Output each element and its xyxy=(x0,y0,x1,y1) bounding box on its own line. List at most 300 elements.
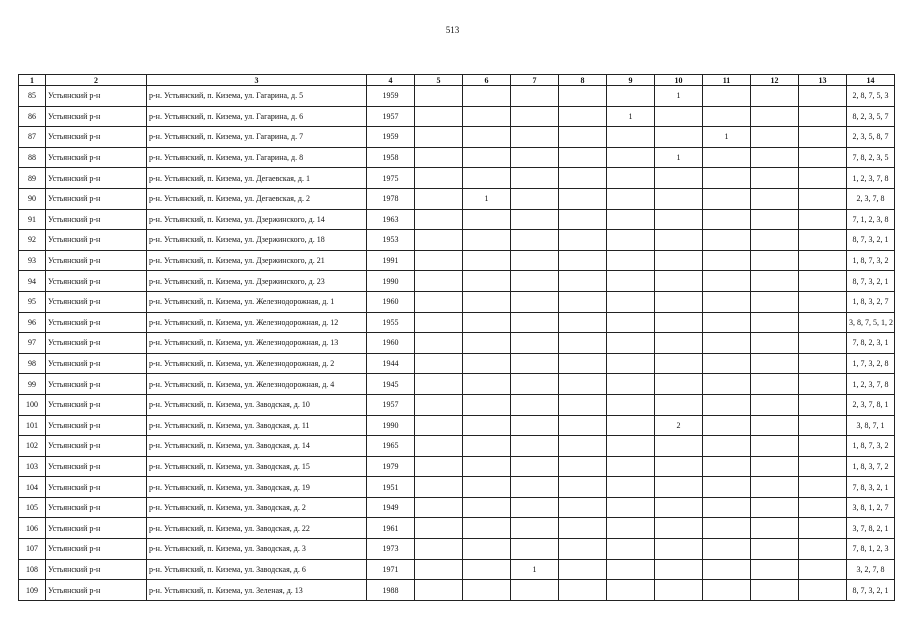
mark-cell-col-5 xyxy=(415,374,463,395)
order-cell: 2, 3, 7, 8, 1 xyxy=(847,394,895,415)
year-cell: 1991 xyxy=(367,250,415,271)
district-cell: Устьянский р-н xyxy=(46,127,147,148)
table-row xyxy=(19,353,895,374)
mark-cell-col-7 xyxy=(511,353,559,374)
mark-cell-col-10 xyxy=(655,312,703,333)
table-row xyxy=(19,559,895,580)
address-cell: р-н. Устьянский, п. Кизема, ул. Зеленая, д. 13 xyxy=(147,580,367,601)
mark-cell-col-6 xyxy=(463,539,511,560)
mark-cell-col-10 xyxy=(655,456,703,477)
order-cell: 7, 8, 1, 2, 3 xyxy=(847,539,895,560)
mark-cell-col-7 xyxy=(511,518,559,539)
mark-cell-col-12 xyxy=(751,497,799,518)
year-cell: 1971 xyxy=(367,559,415,580)
order-cell: 8, 2, 3, 5, 7 xyxy=(847,106,895,127)
column-header-3: 3 xyxy=(147,75,367,86)
mark-cell-col-10: 2 xyxy=(655,415,703,436)
mark-cell-col-13 xyxy=(799,271,847,292)
mark-cell-col-5 xyxy=(415,188,463,209)
table-row xyxy=(19,456,895,477)
mark-cell-col-13 xyxy=(799,394,847,415)
address-cell: р-н. Устьянский, п. Кизема, ул. Дзержинского, д. 14 xyxy=(147,209,367,230)
row-number: 101 xyxy=(19,415,46,436)
order-cell: 2, 8, 7, 5, 3 xyxy=(847,86,895,107)
district-cell: Устьянский р-н xyxy=(46,271,147,292)
mark-cell-col-11 xyxy=(703,415,751,436)
row-number: 102 xyxy=(19,436,46,457)
table-row xyxy=(19,230,895,251)
district-cell: Устьянский р-н xyxy=(46,86,147,107)
mark-cell-col-9 xyxy=(607,518,655,539)
mark-cell-col-10 xyxy=(655,497,703,518)
order-cell: 3, 2, 7, 8 xyxy=(847,559,895,580)
mark-cell-col-10 xyxy=(655,291,703,312)
column-header-8: 8 xyxy=(559,75,607,86)
district-cell: Устьянский р-н xyxy=(46,394,147,415)
mark-cell-col-12 xyxy=(751,518,799,539)
mark-cell-col-10 xyxy=(655,127,703,148)
mark-cell-col-6 xyxy=(463,580,511,601)
district-cell: Устьянский р-н xyxy=(46,230,147,251)
header-row xyxy=(19,75,895,86)
mark-cell-col-10 xyxy=(655,188,703,209)
district-cell: Устьянский р-н xyxy=(46,518,147,539)
mark-cell-col-8 xyxy=(559,333,607,354)
district-cell: Устьянский р-н xyxy=(46,477,147,498)
year-cell: 1953 xyxy=(367,230,415,251)
mark-cell-col-9 xyxy=(607,559,655,580)
year-cell: 1958 xyxy=(367,147,415,168)
mark-cell-col-10: 1 xyxy=(655,147,703,168)
mark-cell-col-9 xyxy=(607,333,655,354)
district-cell: Устьянский р-н xyxy=(46,374,147,395)
mark-cell-col-8 xyxy=(559,250,607,271)
mark-cell-col-5 xyxy=(415,312,463,333)
order-cell: 3, 8, 7, 1 xyxy=(847,415,895,436)
mark-cell-col-5 xyxy=(415,353,463,374)
mark-cell-col-6 xyxy=(463,559,511,580)
column-header-1: 1 xyxy=(19,75,46,86)
mark-cell-col-12 xyxy=(751,188,799,209)
year-cell: 1951 xyxy=(367,477,415,498)
mark-cell-col-12 xyxy=(751,271,799,292)
mark-cell-col-12 xyxy=(751,374,799,395)
district-cell: Устьянский р-н xyxy=(46,580,147,601)
mark-cell-col-11 xyxy=(703,291,751,312)
mark-cell-col-7 xyxy=(511,436,559,457)
mark-cell-col-11 xyxy=(703,106,751,127)
mark-cell-col-9 xyxy=(607,394,655,415)
mark-cell-col-13 xyxy=(799,518,847,539)
table-row xyxy=(19,168,895,189)
mark-cell-col-5 xyxy=(415,394,463,415)
mark-cell-col-9 xyxy=(607,250,655,271)
mark-cell-col-6 xyxy=(463,456,511,477)
mark-cell-col-5 xyxy=(415,209,463,230)
mark-cell-col-7 xyxy=(511,312,559,333)
mark-cell-col-8 xyxy=(559,106,607,127)
mark-cell-col-10 xyxy=(655,539,703,560)
mark-cell-col-10 xyxy=(655,477,703,498)
mark-cell-col-13 xyxy=(799,374,847,395)
mark-cell-col-5 xyxy=(415,580,463,601)
order-cell: 1, 2, 3, 7, 8 xyxy=(847,374,895,395)
mark-cell-col-7 xyxy=(511,291,559,312)
mark-cell-col-6 xyxy=(463,250,511,271)
table-body xyxy=(19,86,895,601)
mark-cell-col-8 xyxy=(559,86,607,107)
order-cell: 1, 7, 3, 2, 8 xyxy=(847,353,895,374)
column-header-2: 2 xyxy=(46,75,147,86)
row-number: 98 xyxy=(19,353,46,374)
mark-cell-col-12 xyxy=(751,86,799,107)
year-cell: 1955 xyxy=(367,312,415,333)
mark-cell-col-9 xyxy=(607,374,655,395)
district-cell: Устьянский р-н xyxy=(46,188,147,209)
mark-cell-col-7 xyxy=(511,168,559,189)
mark-cell-col-13 xyxy=(799,147,847,168)
mark-cell-col-10 xyxy=(655,559,703,580)
mark-cell-col-8 xyxy=(559,539,607,560)
row-number: 109 xyxy=(19,580,46,601)
mark-cell-col-9 xyxy=(607,209,655,230)
mark-cell-col-11 xyxy=(703,436,751,457)
mark-cell-col-7 xyxy=(511,456,559,477)
mark-cell-col-9 xyxy=(607,415,655,436)
column-header-13: 13 xyxy=(799,75,847,86)
mark-cell-col-13 xyxy=(799,559,847,580)
mark-cell-col-7 xyxy=(511,539,559,560)
row-number: 85 xyxy=(19,86,46,107)
mark-cell-col-10 xyxy=(655,271,703,292)
mark-cell-col-13 xyxy=(799,497,847,518)
mark-cell-col-7 xyxy=(511,188,559,209)
table-row xyxy=(19,312,895,333)
mark-cell-col-10 xyxy=(655,353,703,374)
table-row xyxy=(19,497,895,518)
mark-cell-col-7 xyxy=(511,497,559,518)
year-cell: 1959 xyxy=(367,127,415,148)
mark-cell-col-8 xyxy=(559,374,607,395)
mark-cell-col-7 xyxy=(511,230,559,251)
year-cell: 1963 xyxy=(367,209,415,230)
mark-cell-col-6 xyxy=(463,353,511,374)
mark-cell-col-12 xyxy=(751,312,799,333)
mark-cell-col-9 xyxy=(607,436,655,457)
mark-cell-col-7 xyxy=(511,394,559,415)
mark-cell-col-6 xyxy=(463,209,511,230)
year-cell: 1961 xyxy=(367,518,415,539)
order-cell: 3, 7, 8, 2, 1 xyxy=(847,518,895,539)
table-row xyxy=(19,250,895,271)
mark-cell-col-5 xyxy=(415,559,463,580)
order-cell: 7, 8, 3, 2, 1 xyxy=(847,477,895,498)
mark-cell-col-13 xyxy=(799,436,847,457)
address-cell: р-н. Устьянский, п. Кизема, ул. Дегаевская, д. 1 xyxy=(147,168,367,189)
mark-cell-col-11 xyxy=(703,394,751,415)
mark-cell-col-5 xyxy=(415,106,463,127)
row-number: 95 xyxy=(19,291,46,312)
mark-cell-col-6 xyxy=(463,230,511,251)
mark-cell-col-8 xyxy=(559,209,607,230)
column-header-12: 12 xyxy=(751,75,799,86)
column-header-9: 9 xyxy=(607,75,655,86)
mark-cell-col-7 xyxy=(511,209,559,230)
table-row xyxy=(19,374,895,395)
year-cell: 1945 xyxy=(367,374,415,395)
mark-cell-col-5 xyxy=(415,271,463,292)
row-number: 106 xyxy=(19,518,46,539)
address-cell: р-н. Устьянский, п. Кизема, ул. Дзержинского, д. 18 xyxy=(147,230,367,251)
district-cell: Устьянский р-н xyxy=(46,436,147,457)
mark-cell-col-8 xyxy=(559,456,607,477)
mark-cell-col-6 xyxy=(463,127,511,148)
mark-cell-col-7 xyxy=(511,580,559,601)
table-row xyxy=(19,333,895,354)
mark-cell-col-7 xyxy=(511,127,559,148)
column-header-10: 10 xyxy=(655,75,703,86)
district-cell: Устьянский р-н xyxy=(46,415,147,436)
district-cell: Устьянский р-н xyxy=(46,209,147,230)
column-header-6: 6 xyxy=(463,75,511,86)
table-row xyxy=(19,539,895,560)
mark-cell-col-6 xyxy=(463,415,511,436)
order-cell: 7, 1, 2, 3, 8 xyxy=(847,209,895,230)
mark-cell-col-13 xyxy=(799,209,847,230)
table-row xyxy=(19,436,895,457)
year-cell: 1957 xyxy=(367,106,415,127)
table-row xyxy=(19,106,895,127)
table-row xyxy=(19,188,895,209)
address-cell: р-н. Устьянский, п. Кизема, ул. Железнодорожная, д. 1 xyxy=(147,291,367,312)
mark-cell-col-13 xyxy=(799,353,847,374)
mark-cell-col-8 xyxy=(559,271,607,292)
mark-cell-col-12 xyxy=(751,559,799,580)
order-cell: 2, 3, 5, 8, 7 xyxy=(847,127,895,148)
year-cell: 1978 xyxy=(367,188,415,209)
order-cell: 7, 8, 2, 3, 5 xyxy=(847,147,895,168)
address-cell: р-н. Устьянский, п. Кизема, ул. Заводская, д. 14 xyxy=(147,436,367,457)
address-cell: р-н. Устьянский, п. Кизема, ул. Дзержинского, д. 23 xyxy=(147,271,367,292)
mark-cell-col-8 xyxy=(559,147,607,168)
mark-cell-col-9 xyxy=(607,188,655,209)
mark-cell-col-9 xyxy=(607,271,655,292)
row-number: 93 xyxy=(19,250,46,271)
mark-cell-col-13 xyxy=(799,291,847,312)
mark-cell-col-12 xyxy=(751,353,799,374)
mark-cell-col-13 xyxy=(799,415,847,436)
mark-cell-col-12 xyxy=(751,539,799,560)
mark-cell-col-8 xyxy=(559,518,607,539)
mark-cell-col-7 xyxy=(511,333,559,354)
mark-cell-col-10 xyxy=(655,230,703,251)
address-cell: р-н. Устьянский, п. Кизема, ул. Железнодорожная, д. 12 xyxy=(147,312,367,333)
mark-cell-col-7 xyxy=(511,147,559,168)
year-cell: 1965 xyxy=(367,436,415,457)
mark-cell-col-5 xyxy=(415,168,463,189)
order-cell: 2, 3, 7, 8 xyxy=(847,188,895,209)
row-number: 97 xyxy=(19,333,46,354)
address-cell: р-н. Устьянский, п. Кизема, ул. Заводская, д. 2 xyxy=(147,497,367,518)
order-cell: 1, 8, 7, 3, 2 xyxy=(847,436,895,457)
mark-cell-col-8 xyxy=(559,477,607,498)
mark-cell-col-10 xyxy=(655,374,703,395)
mark-cell-col-12 xyxy=(751,291,799,312)
row-number: 103 xyxy=(19,456,46,477)
district-cell: Устьянский р-н xyxy=(46,106,147,127)
mark-cell-col-13 xyxy=(799,106,847,127)
mark-cell-col-11 xyxy=(703,250,751,271)
district-cell: Устьянский р-н xyxy=(46,168,147,189)
mark-cell-col-13 xyxy=(799,250,847,271)
order-cell: 1, 2, 3, 7, 8 xyxy=(847,168,895,189)
mark-cell-col-5 xyxy=(415,250,463,271)
mark-cell-col-8 xyxy=(559,497,607,518)
district-cell: Устьянский р-н xyxy=(46,250,147,271)
mark-cell-col-8 xyxy=(559,230,607,251)
mark-cell-col-11 xyxy=(703,333,751,354)
mark-cell-col-5 xyxy=(415,518,463,539)
mark-cell-col-13 xyxy=(799,188,847,209)
mark-cell-col-10 xyxy=(655,106,703,127)
mark-cell-col-11 xyxy=(703,86,751,107)
mark-cell-col-7 xyxy=(511,415,559,436)
mark-cell-col-5 xyxy=(415,86,463,107)
order-cell: 7, 8, 2, 3, 1 xyxy=(847,333,895,354)
mark-cell-col-5 xyxy=(415,147,463,168)
mark-cell-col-6 xyxy=(463,477,511,498)
year-cell: 1960 xyxy=(367,333,415,354)
mark-cell-col-11 xyxy=(703,497,751,518)
table-header xyxy=(19,75,895,86)
order-cell: 1, 8, 3, 7, 2 xyxy=(847,456,895,477)
mark-cell-col-9 xyxy=(607,353,655,374)
row-number: 88 xyxy=(19,147,46,168)
address-cell: р-н. Устьянский, п. Кизема, ул. Заводская, д. 3 xyxy=(147,539,367,560)
mark-cell-col-9 xyxy=(607,291,655,312)
mark-cell-col-9 xyxy=(607,456,655,477)
mark-cell-col-11 xyxy=(703,271,751,292)
mark-cell-col-10 xyxy=(655,168,703,189)
mark-cell-col-12 xyxy=(751,106,799,127)
mark-cell-col-12 xyxy=(751,477,799,498)
mark-cell-col-12 xyxy=(751,230,799,251)
table-row xyxy=(19,291,895,312)
row-number: 91 xyxy=(19,209,46,230)
mark-cell-col-13 xyxy=(799,168,847,189)
column-header-14: 14 xyxy=(847,75,895,86)
address-cell: р-н. Устьянский, п. Кизема, ул. Железнодорожная, д. 4 xyxy=(147,374,367,395)
mark-cell-col-13 xyxy=(799,539,847,560)
mark-cell-col-12 xyxy=(751,127,799,148)
year-cell: 1990 xyxy=(367,415,415,436)
mark-cell-col-5 xyxy=(415,415,463,436)
mark-cell-col-8 xyxy=(559,291,607,312)
mark-cell-col-8 xyxy=(559,559,607,580)
address-cell: р-н. Устьянский, п. Кизема, ул. Гагарина, д. 6 xyxy=(147,106,367,127)
address-cell: р-н. Устьянский, п. Кизема, ул. Гагарина, д. 7 xyxy=(147,127,367,148)
row-number: 104 xyxy=(19,477,46,498)
address-cell: р-н. Устьянский, п. Кизема, ул. Заводская, д. 6 xyxy=(147,559,367,580)
address-cell: р-н. Устьянский, п. Кизема, ул. Заводская, д. 11 xyxy=(147,415,367,436)
mark-cell-col-11 xyxy=(703,559,751,580)
mark-cell-col-6 xyxy=(463,271,511,292)
order-cell: 8, 7, 3, 2, 1 xyxy=(847,580,895,601)
mark-cell-col-7 xyxy=(511,106,559,127)
mark-cell-col-8 xyxy=(559,394,607,415)
mark-cell-col-10 xyxy=(655,250,703,271)
page-number: 513 xyxy=(445,25,460,35)
row-number: 107 xyxy=(19,539,46,560)
row-number: 105 xyxy=(19,497,46,518)
mark-cell-col-7 xyxy=(511,477,559,498)
mark-cell-col-8 xyxy=(559,312,607,333)
address-cell: р-н. Устьянский, п. Кизема, ул. Железнодорожная, д. 2 xyxy=(147,353,367,374)
mark-cell-col-13 xyxy=(799,127,847,148)
mark-cell-col-6: 1 xyxy=(463,188,511,209)
address-cell: р-н. Устьянский, п. Кизема, ул. Гагарина, д. 8 xyxy=(147,147,367,168)
mark-cell-col-6 xyxy=(463,333,511,354)
mark-cell-col-6 xyxy=(463,497,511,518)
mark-cell-col-12 xyxy=(751,415,799,436)
mark-cell-col-12 xyxy=(751,209,799,230)
mark-cell-col-10 xyxy=(655,518,703,539)
mark-cell-col-7 xyxy=(511,374,559,395)
mark-cell-col-11 xyxy=(703,456,751,477)
address-cell: р-н. Устьянский, п. Кизема, ул. Железнодорожная, д. 13 xyxy=(147,333,367,354)
mark-cell-col-13 xyxy=(799,580,847,601)
year-cell: 1973 xyxy=(367,539,415,560)
row-number: 96 xyxy=(19,312,46,333)
mark-cell-col-11: 1 xyxy=(703,127,751,148)
mark-cell-col-6 xyxy=(463,106,511,127)
mark-cell-col-12 xyxy=(751,250,799,271)
mark-cell-col-7 xyxy=(511,250,559,271)
mark-cell-col-8 xyxy=(559,353,607,374)
mark-cell-col-11 xyxy=(703,312,751,333)
district-cell: Устьянский р-н xyxy=(46,497,147,518)
year-cell: 1979 xyxy=(367,456,415,477)
mark-cell-col-5 xyxy=(415,127,463,148)
year-cell: 1957 xyxy=(367,394,415,415)
year-cell: 1959 xyxy=(367,86,415,107)
order-cell: 8, 7, 3, 2, 1 xyxy=(847,271,895,292)
address-cell: р-н. Устьянский, п. Кизема, ул. Дзержинского, д. 21 xyxy=(147,250,367,271)
mark-cell-col-6 xyxy=(463,168,511,189)
table-row xyxy=(19,271,895,292)
mark-cell-col-13 xyxy=(799,312,847,333)
mark-cell-col-6 xyxy=(463,436,511,457)
district-cell: Устьянский р-н xyxy=(46,312,147,333)
table-row xyxy=(19,415,895,436)
table-row xyxy=(19,477,895,498)
order-cell: 8, 7, 3, 2, 1 xyxy=(847,230,895,251)
row-number: 90 xyxy=(19,188,46,209)
mark-cell-col-12 xyxy=(751,168,799,189)
mark-cell-col-11 xyxy=(703,477,751,498)
mark-cell-col-8 xyxy=(559,436,607,457)
mark-cell-col-5 xyxy=(415,230,463,251)
mark-cell-col-9 xyxy=(607,86,655,107)
mark-cell-col-5 xyxy=(415,333,463,354)
mark-cell-col-8 xyxy=(559,188,607,209)
table-row xyxy=(19,518,895,539)
order-cell: 1, 8, 3, 2, 7 xyxy=(847,291,895,312)
table-row xyxy=(19,147,895,168)
mark-cell-col-5 xyxy=(415,539,463,560)
mark-cell-col-9 xyxy=(607,539,655,560)
order-cell: 1, 8, 7, 3, 2 xyxy=(847,250,895,271)
